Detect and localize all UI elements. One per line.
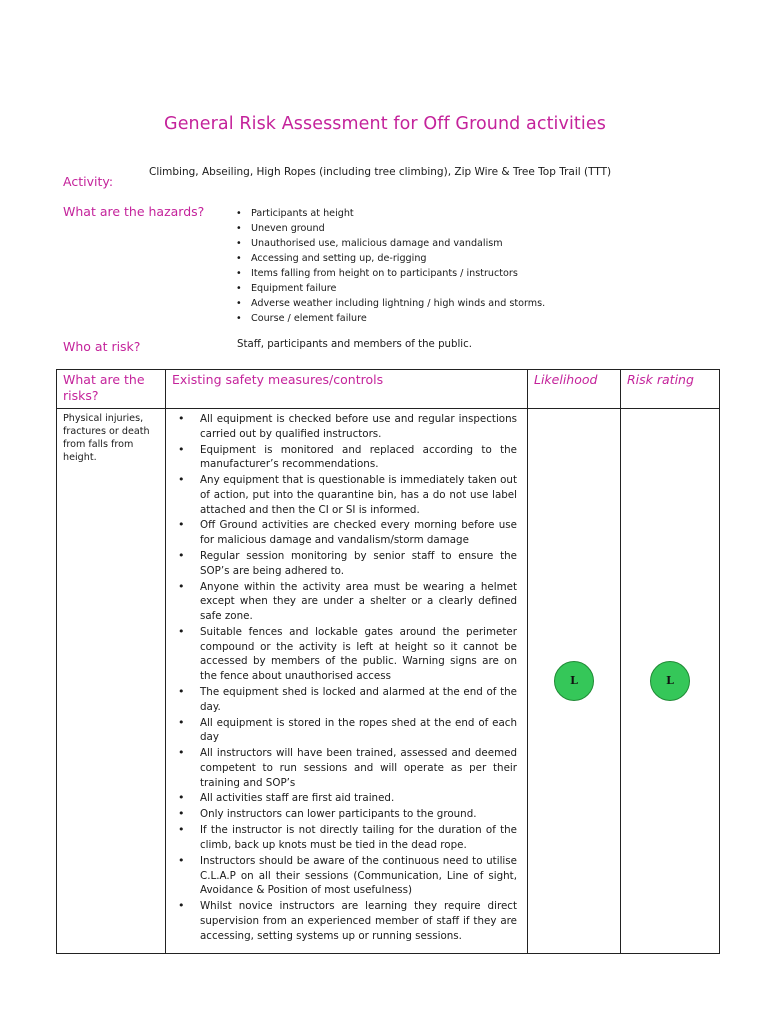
measure-item: • Whilst novice instructors are learning they require direct supervision from an experienced member of staff if they are accessing, setting systems up or running sessions. <box>170 899 517 943</box>
hazard-item: • Uneven ground <box>233 221 545 236</box>
measure-item: • Anyone within the activity area must be wearing a helmet except when they are under a shelter or a clearly defined safe zone. <box>170 580 517 624</box>
risk-assessment-table <box>56 369 720 954</box>
measure-item: • All equipment is stored in the ropes shed at the end of each day <box>170 716 517 745</box>
risk-rating-cell <box>621 409 720 954</box>
header-risk-rating: Risk rating <box>621 370 720 409</box>
table-header-row <box>57 370 720 409</box>
activity-label: Activity: <box>63 174 114 189</box>
hazards-list <box>233 206 545 326</box>
header-measures: Existing safety measures/controls <box>166 370 528 409</box>
measure-item: • Regular session monitoring by senior staff to ensure the SOP’s are being adhered to. <box>170 549 517 578</box>
measures-cell <box>166 409 528 954</box>
measure-item: • If the instructor is not directly tailing for the duration of the climb, back up knots must be tied in the dead rope. <box>170 823 517 852</box>
measure-item: • Off Ground activities are checked every morning before use for malicious damage and vandalism/storm damage <box>170 518 517 547</box>
measure-item: • Only instructors can lower participants to the ground. <box>170 807 517 822</box>
table-row <box>57 409 720 954</box>
likelihood-cell <box>528 409 621 954</box>
measure-item: • All instructors will have been trained, assessed and deemed competent to run sessions and will operate as per their training and SOP’s <box>170 746 517 790</box>
measure-item: • All activities staff are first aid trained. <box>170 791 517 806</box>
page-title: General Risk Assessment for Off Ground activities <box>164 114 606 134</box>
measure-item: • Any equipment that is questionable is immediately taken out of action, put into the quarantine bin, has a do not use label attached and then the CI or SI is informed. <box>170 473 517 517</box>
measures-list <box>170 412 517 943</box>
hazard-item: • Items falling from height on to participants / instructors <box>233 266 545 281</box>
likelihood-badge: L <box>554 661 594 701</box>
hazard-item: • Equipment failure <box>233 281 545 296</box>
measure-item: • Instructors should be aware of the continuous need to utilise C.L.A.P on all their sessions (Communication, Line of sight, Avoidance & Position of most usefulness) <box>170 854 517 898</box>
activity-text: Climbing, Abseiling, High Ropes (including tree climbing), Zip Wire & Tree Top Trail (TTT) <box>149 166 612 178</box>
header-likelihood: Likelihood <box>528 370 621 409</box>
who-at-risk-label: Who at risk? <box>63 339 141 354</box>
header-risks: What are the risks? <box>57 370 166 409</box>
risk-cell: Physical injuries, fractures or death from falls from height. <box>57 409 166 954</box>
measure-item: • Equipment is monitored and replaced according to the manufacturer’s recommendations. <box>170 443 517 472</box>
measure-item: • All equipment is checked before use and regular inspections carried out by qualified instructors. <box>170 412 517 441</box>
hazard-item: • Accessing and setting up, de-rigging <box>233 251 545 266</box>
risk-rating-badge: L <box>650 661 690 701</box>
hazard-item: • Unauthorised use, malicious damage and vandalism <box>233 236 545 251</box>
hazards-label: What are the hazards? <box>63 204 205 219</box>
measure-item: • The equipment shed is locked and alarmed at the end of the day. <box>170 685 517 714</box>
hazard-item: • Course / element failure <box>233 311 545 326</box>
measure-item: • Suitable fences and lockable gates around the perimeter compound or the activity is left at height so it cannot be accessed by members of the public. Warning signs are on the fence about unauthorised access <box>170 625 517 684</box>
hazard-item: • Participants at height <box>233 206 545 221</box>
hazard-item: • Adverse weather including lightning / high winds and storms. <box>233 296 545 311</box>
who-at-risk-text: Staff, participants and members of the public. <box>237 339 472 350</box>
